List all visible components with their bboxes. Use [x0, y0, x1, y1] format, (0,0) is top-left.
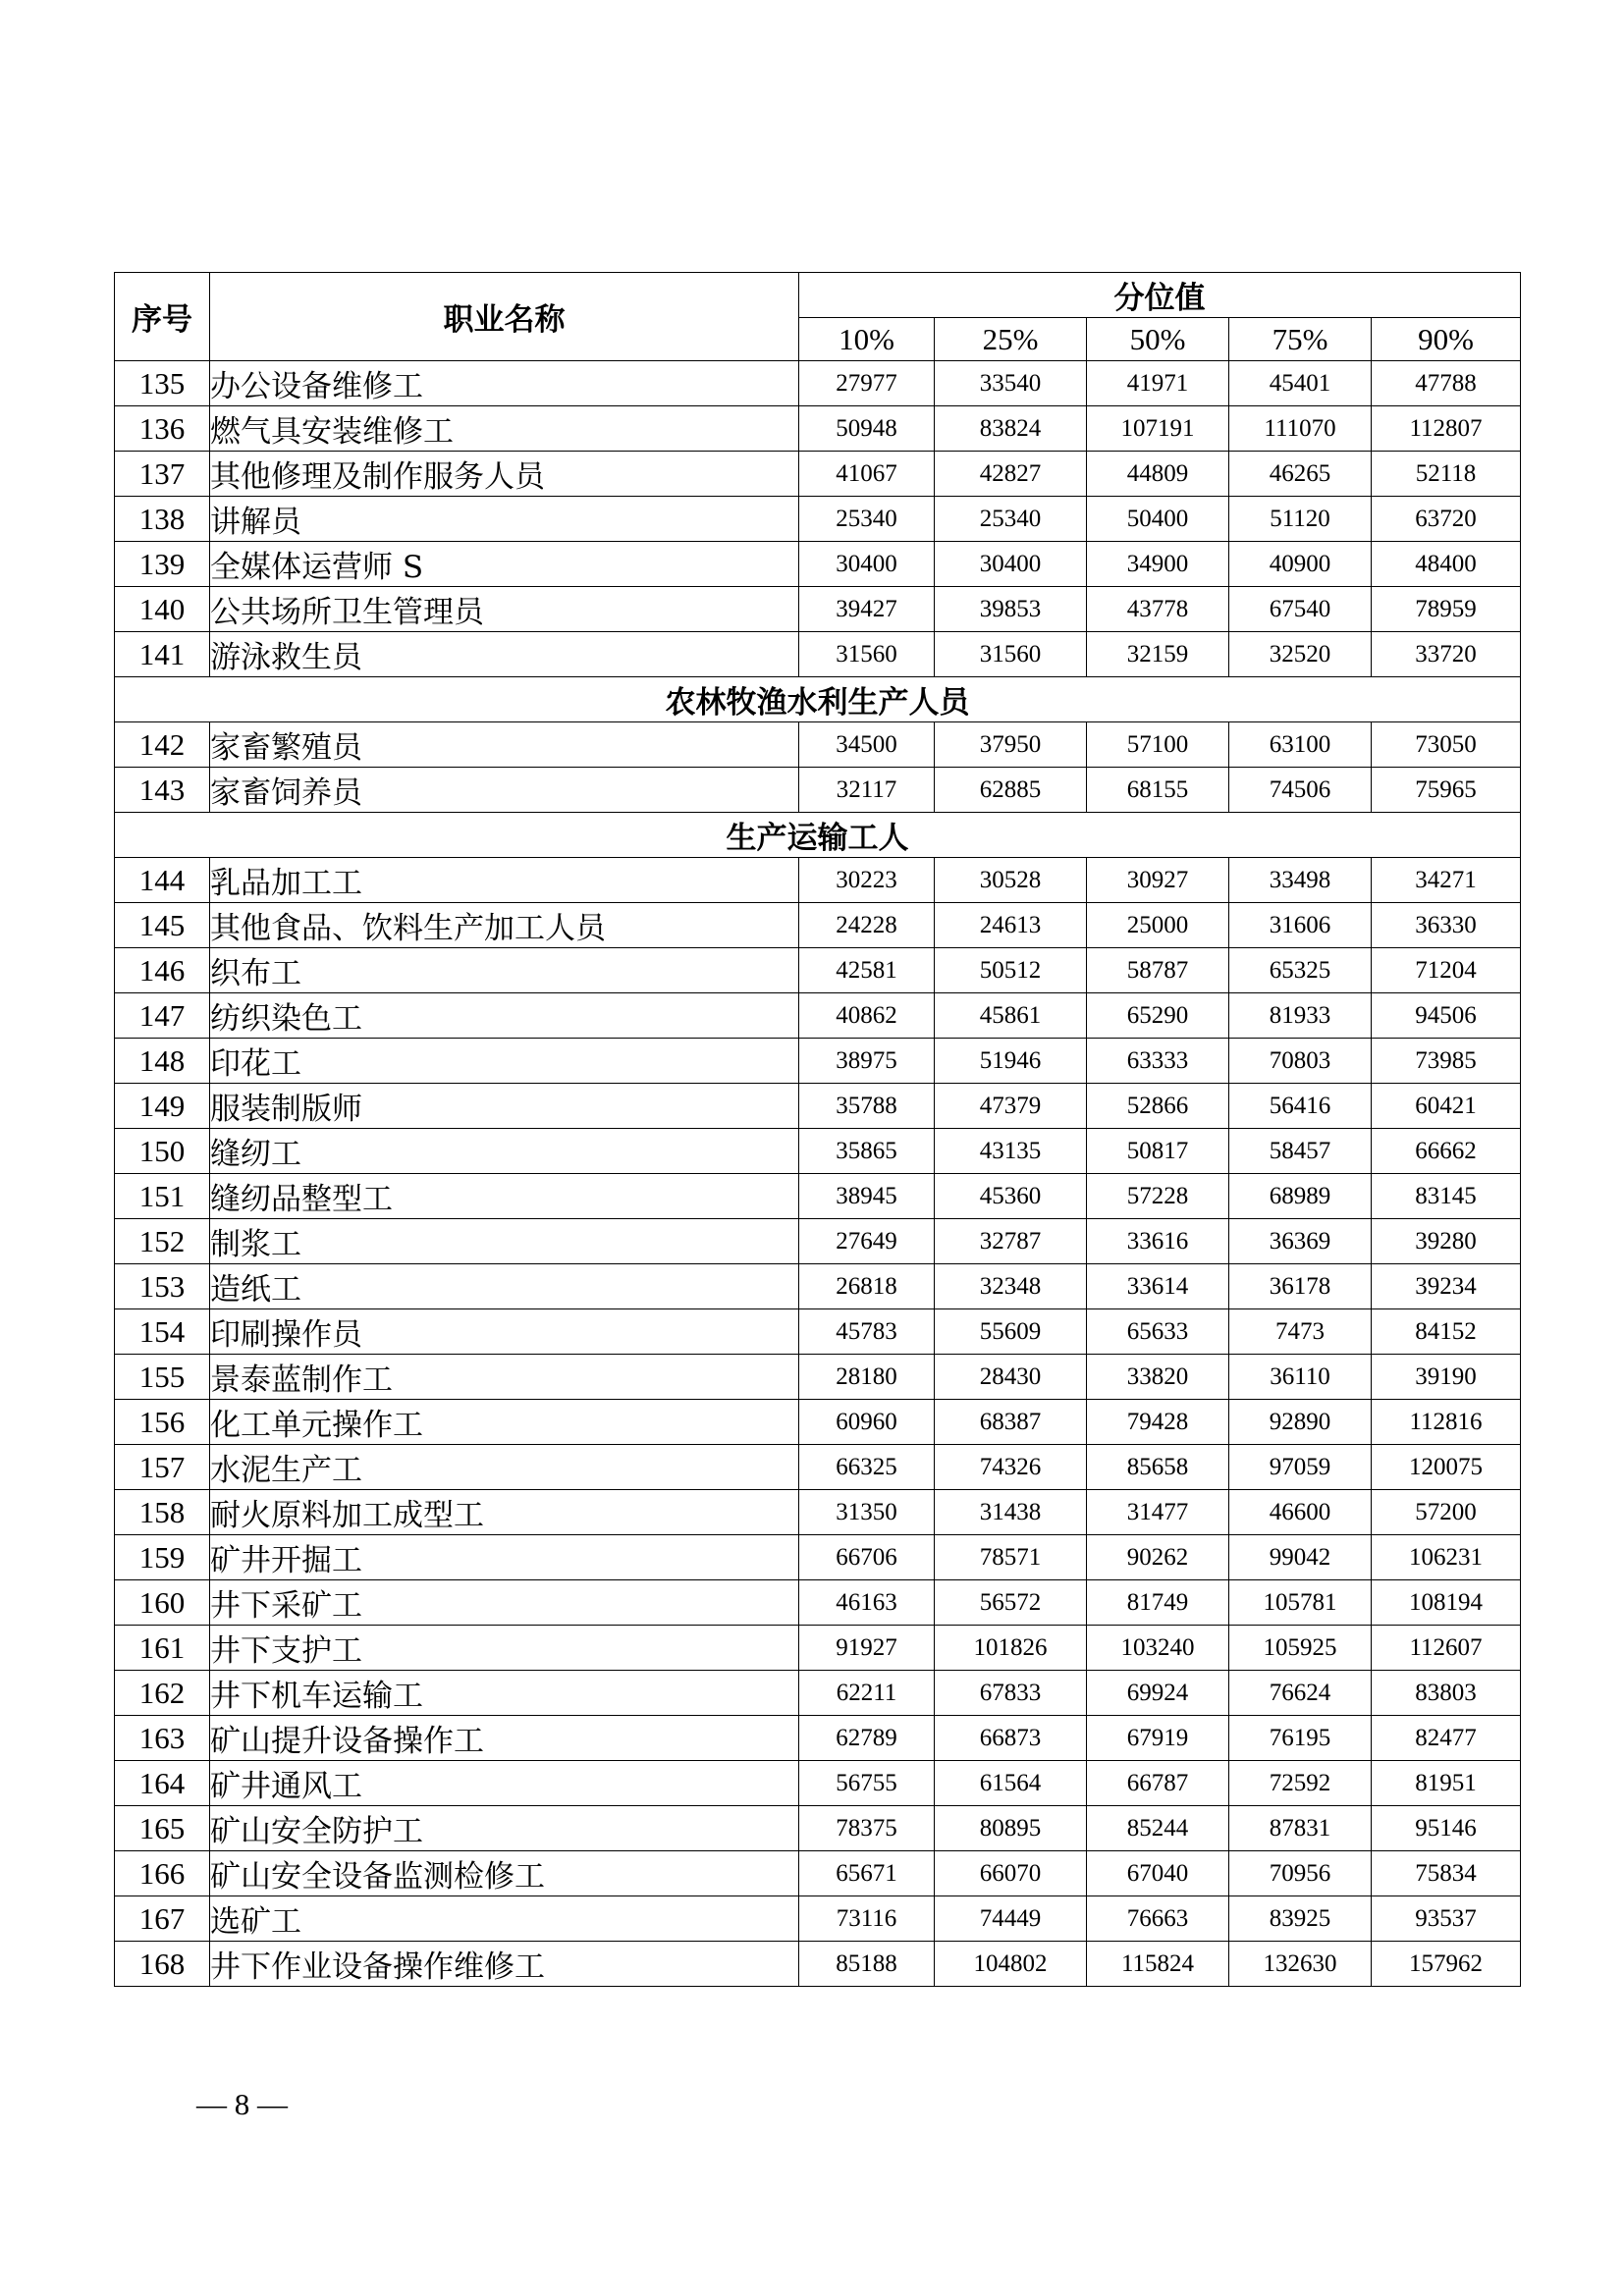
occupation-name: 水泥生产工 [210, 1445, 799, 1490]
value-p90: 83803 [1372, 1671, 1521, 1716]
value-p75: 76195 [1229, 1716, 1372, 1761]
value-p10: 24228 [799, 903, 935, 948]
value-p25: 30528 [935, 858, 1087, 903]
table-row [115, 452, 1521, 497]
value-p10: 35788 [799, 1084, 935, 1129]
occupation-name: 井下支护工 [210, 1626, 799, 1671]
value-p75: 97059 [1229, 1445, 1372, 1490]
value-p50: 90262 [1087, 1535, 1229, 1580]
value-p90: 112816 [1372, 1400, 1521, 1445]
value-p10: 46163 [799, 1580, 935, 1626]
row-index: 158 [115, 1490, 210, 1535]
value-p25: 37950 [935, 722, 1087, 768]
occupation-name: 矿井开掘工 [210, 1535, 799, 1580]
value-p75: 67540 [1229, 587, 1372, 632]
value-p25: 33540 [935, 361, 1087, 406]
value-p90: 108194 [1372, 1580, 1521, 1626]
value-p90: 34271 [1372, 858, 1521, 903]
value-p50: 30927 [1087, 858, 1229, 903]
value-p90: 94506 [1372, 993, 1521, 1039]
value-p75: 7473 [1229, 1309, 1372, 1355]
row-index: 144 [115, 858, 210, 903]
value-p10: 66325 [799, 1445, 935, 1490]
value-p75: 70956 [1229, 1851, 1372, 1896]
value-p50: 67919 [1087, 1716, 1229, 1761]
value-p10: 31350 [799, 1490, 935, 1535]
value-p10: 85188 [799, 1942, 935, 1987]
section-row [115, 813, 1521, 858]
value-p90: 157962 [1372, 1942, 1521, 1987]
value-p90: 39234 [1372, 1264, 1521, 1309]
occupation-name: 矿山安全防护工 [210, 1806, 799, 1851]
value-p25: 62885 [935, 768, 1087, 813]
value-p75: 92890 [1229, 1400, 1372, 1445]
value-p90: 39190 [1372, 1355, 1521, 1400]
value-p10: 41067 [799, 452, 935, 497]
value-p25: 68387 [935, 1400, 1087, 1445]
value-p90: 73985 [1372, 1039, 1521, 1084]
value-p10: 62211 [799, 1671, 935, 1716]
table-body [115, 361, 1521, 1987]
occupation-name: 造纸工 [210, 1264, 799, 1309]
occupation-name: 讲解员 [210, 497, 799, 542]
occupation-name: 乳品加工工 [210, 858, 799, 903]
value-p50: 85244 [1087, 1806, 1229, 1851]
table-row [115, 903, 1521, 948]
table-row [115, 1084, 1521, 1129]
value-p90: 75965 [1372, 768, 1521, 813]
value-p90: 52118 [1372, 452, 1521, 497]
value-p75: 76624 [1229, 1671, 1372, 1716]
table-row [115, 1942, 1521, 1987]
occupation-name: 家畜饲养员 [210, 768, 799, 813]
row-index: 153 [115, 1264, 210, 1309]
value-p25: 24613 [935, 903, 1087, 948]
value-p75: 46265 [1229, 452, 1372, 497]
occupation-name: 选矿工 [210, 1896, 799, 1942]
value-p10: 42581 [799, 948, 935, 993]
table-row [115, 497, 1521, 542]
table-row [115, 1309, 1521, 1355]
value-p90: 83145 [1372, 1174, 1521, 1219]
table-row [115, 1445, 1521, 1490]
value-p50: 63333 [1087, 1039, 1229, 1084]
value-p25: 67833 [935, 1671, 1087, 1716]
table-row [115, 361, 1521, 406]
value-p25: 45861 [935, 993, 1087, 1039]
value-p10: 60960 [799, 1400, 935, 1445]
value-p75: 36369 [1229, 1219, 1372, 1264]
value-p10: 65671 [799, 1851, 935, 1896]
table-header [115, 273, 1521, 361]
value-p50: 65633 [1087, 1309, 1229, 1355]
value-p10: 78375 [799, 1806, 935, 1851]
wage-percentile-table [114, 272, 1521, 1987]
occupation-name: 印刷操作员 [210, 1309, 799, 1355]
value-p25: 66873 [935, 1716, 1087, 1761]
header-p25: 25% [935, 318, 1087, 361]
value-p75: 111070 [1229, 406, 1372, 452]
row-index: 148 [115, 1039, 210, 1084]
row-index: 161 [115, 1626, 210, 1671]
value-p50: 81749 [1087, 1580, 1229, 1626]
value-p25: 78571 [935, 1535, 1087, 1580]
table-row [115, 1671, 1521, 1716]
row-index: 142 [115, 722, 210, 768]
header-p90: 90% [1372, 318, 1521, 361]
row-index: 137 [115, 452, 210, 497]
header-p50: 50% [1087, 318, 1229, 361]
table-row [115, 1761, 1521, 1806]
occupation-name: 游泳救生员 [210, 632, 799, 677]
value-p75: 72592 [1229, 1761, 1372, 1806]
value-p25: 32348 [935, 1264, 1087, 1309]
row-index: 150 [115, 1129, 210, 1174]
row-index: 140 [115, 587, 210, 632]
value-p25: 80895 [935, 1806, 1087, 1851]
table-row [115, 587, 1521, 632]
row-index: 155 [115, 1355, 210, 1400]
value-p10: 38975 [799, 1039, 935, 1084]
occupation-name: 服装制版师 [210, 1084, 799, 1129]
occupation-name: 纺织染色工 [210, 993, 799, 1039]
value-p10: 25340 [799, 497, 935, 542]
value-p50: 57228 [1087, 1174, 1229, 1219]
occupation-name: 化工单元操作工 [210, 1400, 799, 1445]
table-row [115, 1896, 1521, 1942]
header-occupation-name: 职业名称 [210, 273, 799, 361]
value-p75: 40900 [1229, 542, 1372, 587]
value-p25: 31438 [935, 1490, 1087, 1535]
table-row [115, 1490, 1521, 1535]
occupation-name: 井下作业设备操作维修工 [210, 1942, 799, 1987]
value-p25: 83824 [935, 406, 1087, 452]
value-p75: 65325 [1229, 948, 1372, 993]
header-index: 序号 [115, 273, 210, 361]
occupation-name: 家畜繁殖员 [210, 722, 799, 768]
value-p75: 32520 [1229, 632, 1372, 677]
value-p90: 120075 [1372, 1445, 1521, 1490]
value-p90: 84152 [1372, 1309, 1521, 1355]
value-p90: 66662 [1372, 1129, 1521, 1174]
value-p25: 47379 [935, 1084, 1087, 1129]
row-index: 146 [115, 948, 210, 993]
value-p10: 50948 [799, 406, 935, 452]
value-p75: 81933 [1229, 993, 1372, 1039]
occupation-name: 耐火原料加工成型工 [210, 1490, 799, 1535]
occupation-name: 办公设备维修工 [210, 361, 799, 406]
value-p10: 28180 [799, 1355, 935, 1400]
row-index: 156 [115, 1400, 210, 1445]
value-p25: 39853 [935, 587, 1087, 632]
value-p10: 32117 [799, 768, 935, 813]
occupation-name: 缝纫品整型工 [210, 1174, 799, 1219]
value-p25: 42827 [935, 452, 1087, 497]
row-index: 138 [115, 497, 210, 542]
table-row [115, 542, 1521, 587]
value-p75: 58457 [1229, 1129, 1372, 1174]
occupation-name: 井下机车运输工 [210, 1671, 799, 1716]
occupation-name: 全媒体运营师 S [210, 542, 799, 587]
table-row [115, 1355, 1521, 1400]
value-p50: 103240 [1087, 1626, 1229, 1671]
value-p75: 87831 [1229, 1806, 1372, 1851]
table-row [115, 1851, 1521, 1896]
value-p90: 93537 [1372, 1896, 1521, 1942]
value-p50: 69924 [1087, 1671, 1229, 1716]
value-p75: 56416 [1229, 1084, 1372, 1129]
value-p25: 43135 [935, 1129, 1087, 1174]
value-p25: 56572 [935, 1580, 1087, 1626]
value-p90: 81951 [1372, 1761, 1521, 1806]
value-p75: 70803 [1229, 1039, 1372, 1084]
value-p10: 30223 [799, 858, 935, 903]
value-p50: 44809 [1087, 452, 1229, 497]
value-p25: 28430 [935, 1355, 1087, 1400]
value-p75: 63100 [1229, 722, 1372, 768]
value-p50: 107191 [1087, 406, 1229, 452]
value-p90: 36330 [1372, 903, 1521, 948]
value-p90: 63720 [1372, 497, 1521, 542]
value-p50: 68155 [1087, 768, 1229, 813]
value-p25: 45360 [935, 1174, 1087, 1219]
table-row [115, 1535, 1521, 1580]
row-index: 141 [115, 632, 210, 677]
section-title: 生产运输工人 [115, 813, 1521, 858]
value-p25: 74326 [935, 1445, 1087, 1490]
value-p25: 66070 [935, 1851, 1087, 1896]
row-index: 152 [115, 1219, 210, 1264]
header-p10: 10% [799, 318, 935, 361]
table-row [115, 993, 1521, 1039]
value-p50: 33820 [1087, 1355, 1229, 1400]
table-row [115, 632, 1521, 677]
row-index: 151 [115, 1174, 210, 1219]
value-p90: 112807 [1372, 406, 1521, 452]
value-p75: 33498 [1229, 858, 1372, 903]
value-p90: 73050 [1372, 722, 1521, 768]
value-p50: 32159 [1087, 632, 1229, 677]
row-index: 168 [115, 1942, 210, 1987]
row-index: 162 [115, 1671, 210, 1716]
value-p10: 56755 [799, 1761, 935, 1806]
value-p50: 50400 [1087, 497, 1229, 542]
row-index: 149 [115, 1084, 210, 1129]
table-row [115, 406, 1521, 452]
row-index: 165 [115, 1806, 210, 1851]
occupation-name: 矿山提升设备操作工 [210, 1716, 799, 1761]
value-p25: 25340 [935, 497, 1087, 542]
value-p25: 32787 [935, 1219, 1087, 1264]
value-p25: 30400 [935, 542, 1087, 587]
table-row [115, 768, 1521, 813]
value-p10: 34500 [799, 722, 935, 768]
row-index: 135 [115, 361, 210, 406]
value-p25: 61564 [935, 1761, 1087, 1806]
value-p90: 95146 [1372, 1806, 1521, 1851]
value-p75: 83925 [1229, 1896, 1372, 1942]
occupation-name: 其他食品、饮料生产加工人员 [210, 903, 799, 948]
value-p75: 31606 [1229, 903, 1372, 948]
value-p10: 26818 [799, 1264, 935, 1309]
value-p90: 60421 [1372, 1084, 1521, 1129]
value-p90: 39280 [1372, 1219, 1521, 1264]
value-p75: 105781 [1229, 1580, 1372, 1626]
value-p75: 46600 [1229, 1490, 1372, 1535]
value-p50: 65290 [1087, 993, 1229, 1039]
value-p75: 105925 [1229, 1626, 1372, 1671]
occupation-name: 矿井通风工 [210, 1761, 799, 1806]
value-p50: 33614 [1087, 1264, 1229, 1309]
value-p50: 79428 [1087, 1400, 1229, 1445]
value-p75: 74506 [1229, 768, 1372, 813]
row-index: 166 [115, 1851, 210, 1896]
table-row [115, 1219, 1521, 1264]
value-p90: 71204 [1372, 948, 1521, 993]
table-row [115, 1400, 1521, 1445]
row-index: 147 [115, 993, 210, 1039]
table-row [115, 858, 1521, 903]
value-p10: 91927 [799, 1626, 935, 1671]
table-row [115, 1626, 1521, 1671]
value-p50: 34900 [1087, 542, 1229, 587]
row-index: 154 [115, 1309, 210, 1355]
header-p75: 75% [1229, 318, 1372, 361]
value-p25: 50512 [935, 948, 1087, 993]
value-p25: 31560 [935, 632, 1087, 677]
value-p25: 101826 [935, 1626, 1087, 1671]
value-p10: 27649 [799, 1219, 935, 1264]
header-percentile-group: 分位值 [799, 273, 1521, 318]
row-index: 145 [115, 903, 210, 948]
table-row [115, 1580, 1521, 1626]
row-index: 159 [115, 1535, 210, 1580]
value-p75: 51120 [1229, 497, 1372, 542]
occupation-name: 燃气具安装维修工 [210, 406, 799, 452]
value-p50: 66787 [1087, 1761, 1229, 1806]
value-p10: 39427 [799, 587, 935, 632]
row-index: 139 [115, 542, 210, 587]
value-p75: 68989 [1229, 1174, 1372, 1219]
value-p10: 38945 [799, 1174, 935, 1219]
section-title: 农林牧渔水利生产人员 [115, 677, 1521, 722]
value-p50: 41971 [1087, 361, 1229, 406]
table-row [115, 1716, 1521, 1761]
value-p90: 82477 [1372, 1716, 1521, 1761]
value-p10: 27977 [799, 361, 935, 406]
value-p50: 43778 [1087, 587, 1229, 632]
value-p75: 36110 [1229, 1355, 1372, 1400]
occupation-name: 矿山安全设备监测检修工 [210, 1851, 799, 1896]
table-row [115, 1806, 1521, 1851]
value-p25: 55609 [935, 1309, 1087, 1355]
section-row [115, 677, 1521, 722]
row-index: 164 [115, 1761, 210, 1806]
value-p75: 36178 [1229, 1264, 1372, 1309]
value-p50: 52866 [1087, 1084, 1229, 1129]
value-p25: 104802 [935, 1942, 1087, 1987]
value-p50: 50817 [1087, 1129, 1229, 1174]
row-index: 136 [115, 406, 210, 452]
value-p50: 115824 [1087, 1942, 1229, 1987]
table-row [115, 1264, 1521, 1309]
occupation-name: 织布工 [210, 948, 799, 993]
occupation-name: 景泰蓝制作工 [210, 1355, 799, 1400]
row-index: 160 [115, 1580, 210, 1626]
occupation-name: 制浆工 [210, 1219, 799, 1264]
value-p10: 35865 [799, 1129, 935, 1174]
value-p10: 45783 [799, 1309, 935, 1355]
value-p50: 85658 [1087, 1445, 1229, 1490]
value-p25: 51946 [935, 1039, 1087, 1084]
value-p50: 57100 [1087, 722, 1229, 768]
value-p50: 58787 [1087, 948, 1229, 993]
value-p90: 47788 [1372, 361, 1521, 406]
occupation-name: 公共场所卫生管理员 [210, 587, 799, 632]
row-index: 163 [115, 1716, 210, 1761]
value-p50: 31477 [1087, 1490, 1229, 1535]
occupation-name: 缝纫工 [210, 1129, 799, 1174]
table-row [115, 1039, 1521, 1084]
table-row [115, 948, 1521, 993]
value-p50: 76663 [1087, 1896, 1229, 1942]
value-p50: 33616 [1087, 1219, 1229, 1264]
value-p75: 99042 [1229, 1535, 1372, 1580]
value-p90: 112607 [1372, 1626, 1521, 1671]
value-p90: 48400 [1372, 542, 1521, 587]
value-p10: 66706 [799, 1535, 935, 1580]
value-p90: 75834 [1372, 1851, 1521, 1896]
value-p50: 67040 [1087, 1851, 1229, 1896]
value-p50: 25000 [1087, 903, 1229, 948]
value-p10: 40862 [799, 993, 935, 1039]
value-p90: 57200 [1372, 1490, 1521, 1535]
row-index: 143 [115, 768, 210, 813]
table-row [115, 1129, 1521, 1174]
table-row [115, 722, 1521, 768]
value-p90: 106231 [1372, 1535, 1521, 1580]
value-p10: 62789 [799, 1716, 935, 1761]
value-p10: 73116 [799, 1896, 935, 1942]
page-number: — 8 — [196, 2087, 288, 2121]
row-index: 157 [115, 1445, 210, 1490]
value-p25: 74449 [935, 1896, 1087, 1942]
value-p75: 132630 [1229, 1942, 1372, 1987]
value-p90: 78959 [1372, 587, 1521, 632]
table-row [115, 1174, 1521, 1219]
occupation-name: 井下采矿工 [210, 1580, 799, 1626]
value-p90: 33720 [1372, 632, 1521, 677]
value-p10: 31560 [799, 632, 935, 677]
value-p75: 45401 [1229, 361, 1372, 406]
value-p10: 30400 [799, 542, 935, 587]
occupation-name: 其他修理及制作服务人员 [210, 452, 799, 497]
occupation-name: 印花工 [210, 1039, 799, 1084]
row-index: 167 [115, 1896, 210, 1942]
